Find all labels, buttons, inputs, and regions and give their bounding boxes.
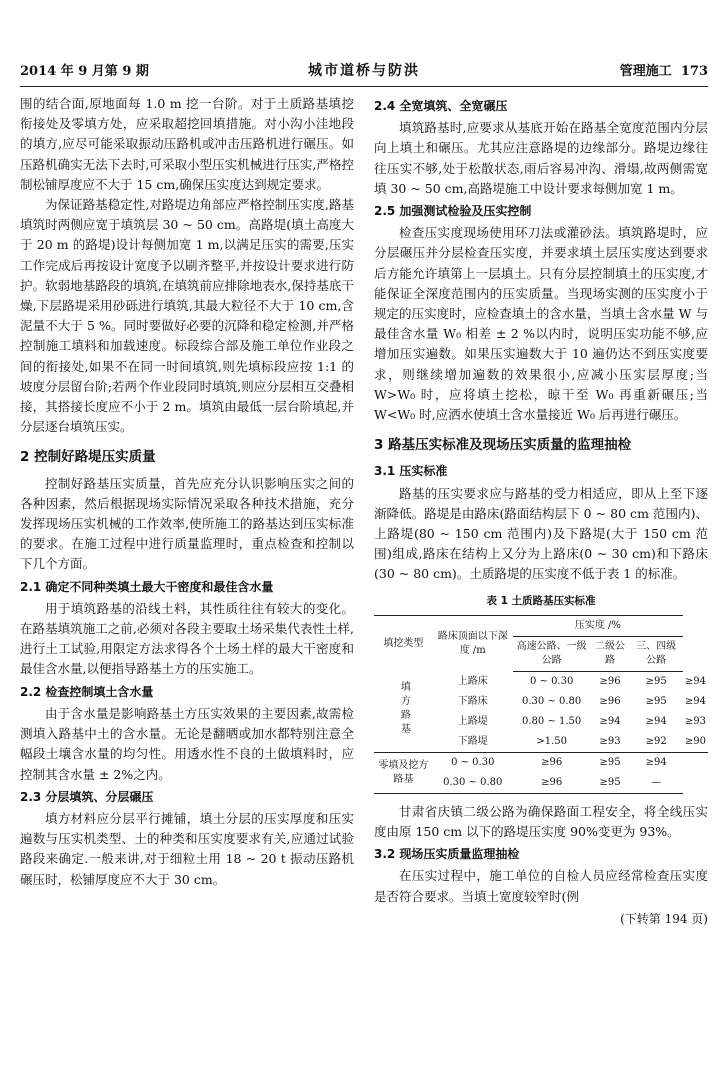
fill-label: 填方路基 <box>398 681 410 738</box>
cell: 0.30 ~ 0.80 <box>433 773 513 794</box>
subsection-heading: 2.1 确定不同种类填土最大干密度和最佳含水量 <box>20 579 274 594</box>
paragraph: 用于填筑路基的沿线土料，其性质往往有较大的变化。在路基填筑施工之前,必须对各段主要取土场采集代表性土样,进行土工试验,用限定方法求得各个土场土样的最大干密度和最佳含水量,以便指导路基土方的压实施工。 <box>20 600 354 677</box>
table-caption: 表 1 土质路基压实标准 <box>486 594 596 607</box>
paragraph: 为保证路基稳定性,对路堤边角部应严格控制压实度,路基填筑时两侧应宽于填筑层 30 ~ 50 cm。高路堤(填土高度大于 20 m 的路堤)设计每侧加宽 1 m,以满足压实的需要,压实工作完成后再按设计宽度予以刷齐整平,并按设计要求进行防护。软弱地基路段的填筑,在填筑前应排除地表水,保持基底干燥,下层路堤采用砂砾进行填筑,其最大粒径不大于 10 cm,含泥量不大于 5 %。同时要做好必要的沉降和稳定检测,并严格控制施工填料和加载速度。标段综合部及施工单位作业段之间的衔接处,如果不在同一时间填筑,则先填标段应按 1:1 的坡度分层留台阶;若两个作业段同时填筑,则应分层相互交叠相接，其搭接长度应不小于 2 m。填筑由最低一层台阶填起,并分层逐台填筑压实。 <box>20 197 354 435</box>
subsection-heading: 3.1 压实标准 <box>374 464 448 479</box>
subsection-heading: 2.3 分层填筑、分层碾压 <box>20 789 154 804</box>
subsection-heading: 2.2 检查控制填土含水量 <box>20 684 154 699</box>
header-rule <box>20 86 708 87</box>
cell: 0.80 ~ 1.50 <box>522 715 582 727</box>
paragraph: 填方材料应分层平行摊铺，填土分层的压实厚度和压实遍数与压实机类型、土的种类和压实度要求有关,应通过试验路段来确定.一般来讲,对于细粒土用 18 ~ 20 t 振动压路机碾压时，松铺厚度应不大于 30 cm。 <box>20 810 354 887</box>
paragraph: 甘肃省庆镇二级公路为确保路面工程安全，将全线压实度由原 150 cm 以下的路堤压实度 90%变更为 93%。 <box>374 803 708 840</box>
th-class2: 二级公路 <box>591 636 630 671</box>
subsection-heading: 3.2 现场压实质量监理抽检 <box>374 847 520 862</box>
cell: >1.50 <box>513 732 591 753</box>
paragraph: 围的结合面,原地面每 1.0 m 挖一台阶。对于土质路基填挖衔接处及零填方处，应采取超挖回填措施。对小沟小洼地段的填方,应尽可能采取振动压路机或冲击压路机进行碾压。如压路机确实无法下去时,可采取小型压实机械进行压实,严格控制松铺厚度应不大于 15 cm,确保压实度达到规定要求。 <box>20 96 354 192</box>
cell: ≥94 <box>599 715 621 727</box>
subsection-heading: 2.4 全宽填筑、全宽碾压 <box>374 99 508 113</box>
left-column <box>20 94 354 890</box>
paragraph: 填筑路基时,应要求从基底开始在路基全宽度范围内分层向上填土和碾压。尤其应注意路堤的边缘部分。路堤边缘往往压实不够,处于松散状态,雨后容易冲沟、滑塌,故两侧需宽填 30 ~ 50 cm,高路堤施工中设计要求每侧加宽 1 m。 <box>374 120 708 196</box>
cell: ≥95 <box>645 695 667 707</box>
journal-title: 城市道桥与防洪 <box>308 63 420 79</box>
cell: ≥94 <box>645 756 667 768</box>
right-column <box>374 94 708 929</box>
cell: ≥94 <box>684 695 706 707</box>
cell: ≥95 <box>599 756 621 768</box>
table-row <box>374 752 708 773</box>
th-depth: 路床顶面以下深度 /m <box>433 615 513 671</box>
th-type: 填挖类型 <box>374 615 433 671</box>
paragraph: 由于含水量是影响路基土方压实效果的主要因素,故需检测填入路基中土的含水量。无论是翻晒或加水都特别注意全幅段土壤含水量的均匀性。用透水性不良的土做填料时，应控制其含水量 ± 2%之内。 <box>20 705 354 782</box>
issue-label: 2014 年 9 月第 9 期 <box>20 64 149 79</box>
cell: ≥94 <box>645 715 667 727</box>
cell: ≥95 <box>645 675 667 687</box>
section-heading: 2 控制好路堤压实质量 <box>20 449 156 466</box>
cell: ≥95 <box>591 773 630 794</box>
cell: 0.30 ~ 0.80 <box>522 695 582 707</box>
cell: ≥96 <box>599 695 621 707</box>
table-row <box>374 671 708 692</box>
paragraph: 路基的压实要求应与路基的受力相适应，即从上至下逐渐降低。路堤是由路床(路面结构层下 0 ~ 80 cm 范围内)、上路堤(80 ~ 150 cm 范围内)及下路堤(大于 150 cm 范围)组成,路床在结构上又分为上路床(0 ~ 30 cm)和下路床(30 ~ 80 cm)。土质路堤的压实度不低于表 1 的标准。 <box>374 485 708 582</box>
cell: ≥94 <box>684 675 706 687</box>
row-name: 上路床 <box>457 675 488 687</box>
cell: ≥93 <box>684 715 706 727</box>
subsection-heading: 2.5 加强测试检验及压实控制 <box>374 204 532 219</box>
row-name: 上路堤 <box>457 715 488 727</box>
cell: ≥96 <box>541 756 563 768</box>
cell: 0 ~ 0.30 <box>529 675 574 687</box>
th-compaction: 压实度 /% <box>513 615 683 636</box>
cell: ≥92 <box>629 732 682 753</box>
cell: ≥96 <box>599 675 621 687</box>
paragraph: 控制好路基压实质量，首先应充分认识影响压实之间的各种因素，然后根据现场实际情况采取各种技术措施，充分发挥现场压实机械的工作效率,使所施工的路基达到压实标准的要求。在施工过程中进行质量监理时，重点检查和控制以下几个方面。 <box>20 475 354 572</box>
section-label: 管理施工 <box>619 64 672 79</box>
cut-label: 零填及挖方路基 <box>374 752 433 793</box>
section-page <box>620 60 708 79</box>
compaction-table <box>374 615 708 794</box>
paragraph: 在压实过程中，施工单位的自检人员应经常检查压实度是否符合要求。当填土宽度较窄时(例 <box>374 868 708 904</box>
cell: ≥96 <box>513 773 591 794</box>
page-header <box>20 60 708 84</box>
th-class34: 三、四级公路 <box>629 636 682 671</box>
cell: ≥90 <box>683 732 708 753</box>
paragraph: 检查压实度现场使用环刀法或灌砂法。填筑路堤时，应分层碾压并分层检查压实度，并要求填土层压实度达到要求后方能允许填第上一层填土。只有分层控制填土的压实度,才能保证全深度范围内的压实质量。当现场实测的压实度小于规定的压实度时，应检查填土的含水量，当填土含水量 W 与最佳含水量 W₀ 相差 ± 2 %以内时，说明压实功能不够,应增加压实遍数。如果压实遍数大于 10 遍仍达不到压实度要求，则继续增加遍数的效果很小,应减小压实层厚度;当 W>W₀ 时，应将填土挖松，晾干至 W₀ 再重新碾压;当 W<W₀ 时,应洒水使填土含水量接近 W₀ 后再进行碾压。 <box>374 225 708 423</box>
cell: — <box>629 773 682 794</box>
section-heading: 3 路基压实标准及现场压实质量的监理抽检 <box>374 437 632 454</box>
cell: 0 ~ 0.30 <box>451 756 495 768</box>
page-number: 173 <box>680 64 708 79</box>
th-highway: 高速公路、一级公路 <box>513 636 591 671</box>
cell: ≥93 <box>591 732 630 753</box>
continuation-note: (下转第 194 页) <box>620 911 708 926</box>
row-name: 下路床 <box>457 695 488 707</box>
row-name: 下路堤 <box>457 735 488 747</box>
